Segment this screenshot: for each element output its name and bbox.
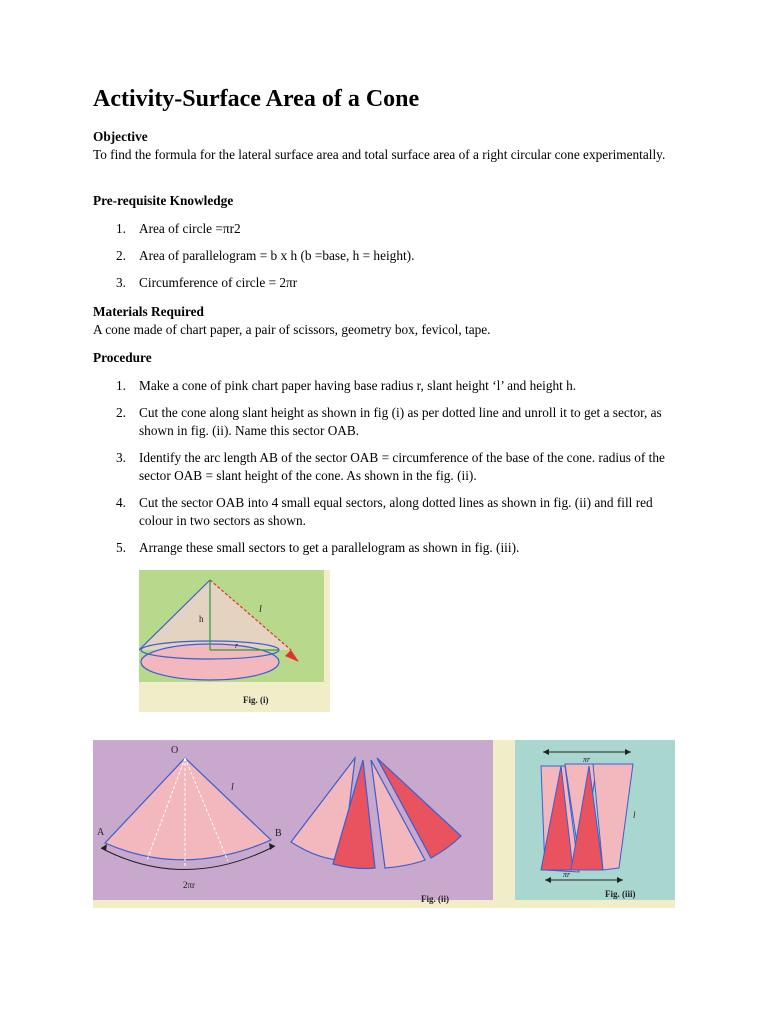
label-r: r [235,641,239,650]
label-h: h [199,614,204,624]
materials-section [93,303,693,338]
materials-text: A cone made of chart paper, a pair of scissors, geometry box, fevicol, tape. [93,321,491,337]
label-arc: 2πr [183,880,196,890]
list-item: 2. Area of parallelogram = b x h (b =base, h = height). [116,248,415,263]
list-item: 3. Circumference of circle = 2πr [116,275,298,290]
objective-section [93,128,693,163]
figure-caption: Fig. (iii) [605,889,636,899]
objective-text: To find the formula for the lateral surface area and total surface area of a right circular cone experimentally. [93,146,666,162]
label-bottom: πr [563,870,571,879]
label-a: A [97,827,105,838]
figure-cone [139,570,330,712]
figure-sectors [93,740,675,908]
procedure-heading: Procedure [93,350,152,365]
prerequisite-section [93,192,233,210]
page-title: Activity-Surface Area of a Cone [93,86,420,112]
label-b: B [275,828,282,839]
materials-heading: Materials Required [93,304,204,319]
prerequisite-heading: Pre-requisite Knowledge [93,193,234,208]
figure-caption: Fig. (i) [243,695,269,705]
list-item: 1. Area of circle =πr2 [116,221,241,236]
list-item: 1. Make a cone of pink chart paper having base radius r, slant height ‘l’ and height h. [116,378,577,393]
parallelogram [541,749,633,883]
prerequisite-list [93,220,683,301]
label-o: O [171,745,179,756]
list-item: 2. Cut the cone along slant height as shown in fig (i) as per dotted line and unroll it to get a sector, as shown in fig. (ii). Name this sector OAB. [116,405,662,438]
objective-heading: Objective [93,129,148,144]
figure-caption: Fig. (ii) [421,894,449,904]
label-l: l [231,782,234,793]
list-item: 4. Cut the sector OAB into 4 small equal sectors, along dotted lines as shown in fig. (ii) and fill red colour in two sectors as shown. [116,495,653,528]
label-top: πr [583,755,591,764]
list-item: 3. Identify the arc length AB of the sector OAB = circumference of the base of the cone. radius of the sector OAB = slant height of the cone. As shown in the fig. (ii). [116,450,665,483]
procedure-section [93,349,152,367]
list-item: 5. Arrange these small sectors to get a parallelogram as shown in fig. (iii). [116,540,520,555]
label-l: l [633,810,636,820]
procedure-list [93,377,683,566]
label-l: l [259,604,262,615]
